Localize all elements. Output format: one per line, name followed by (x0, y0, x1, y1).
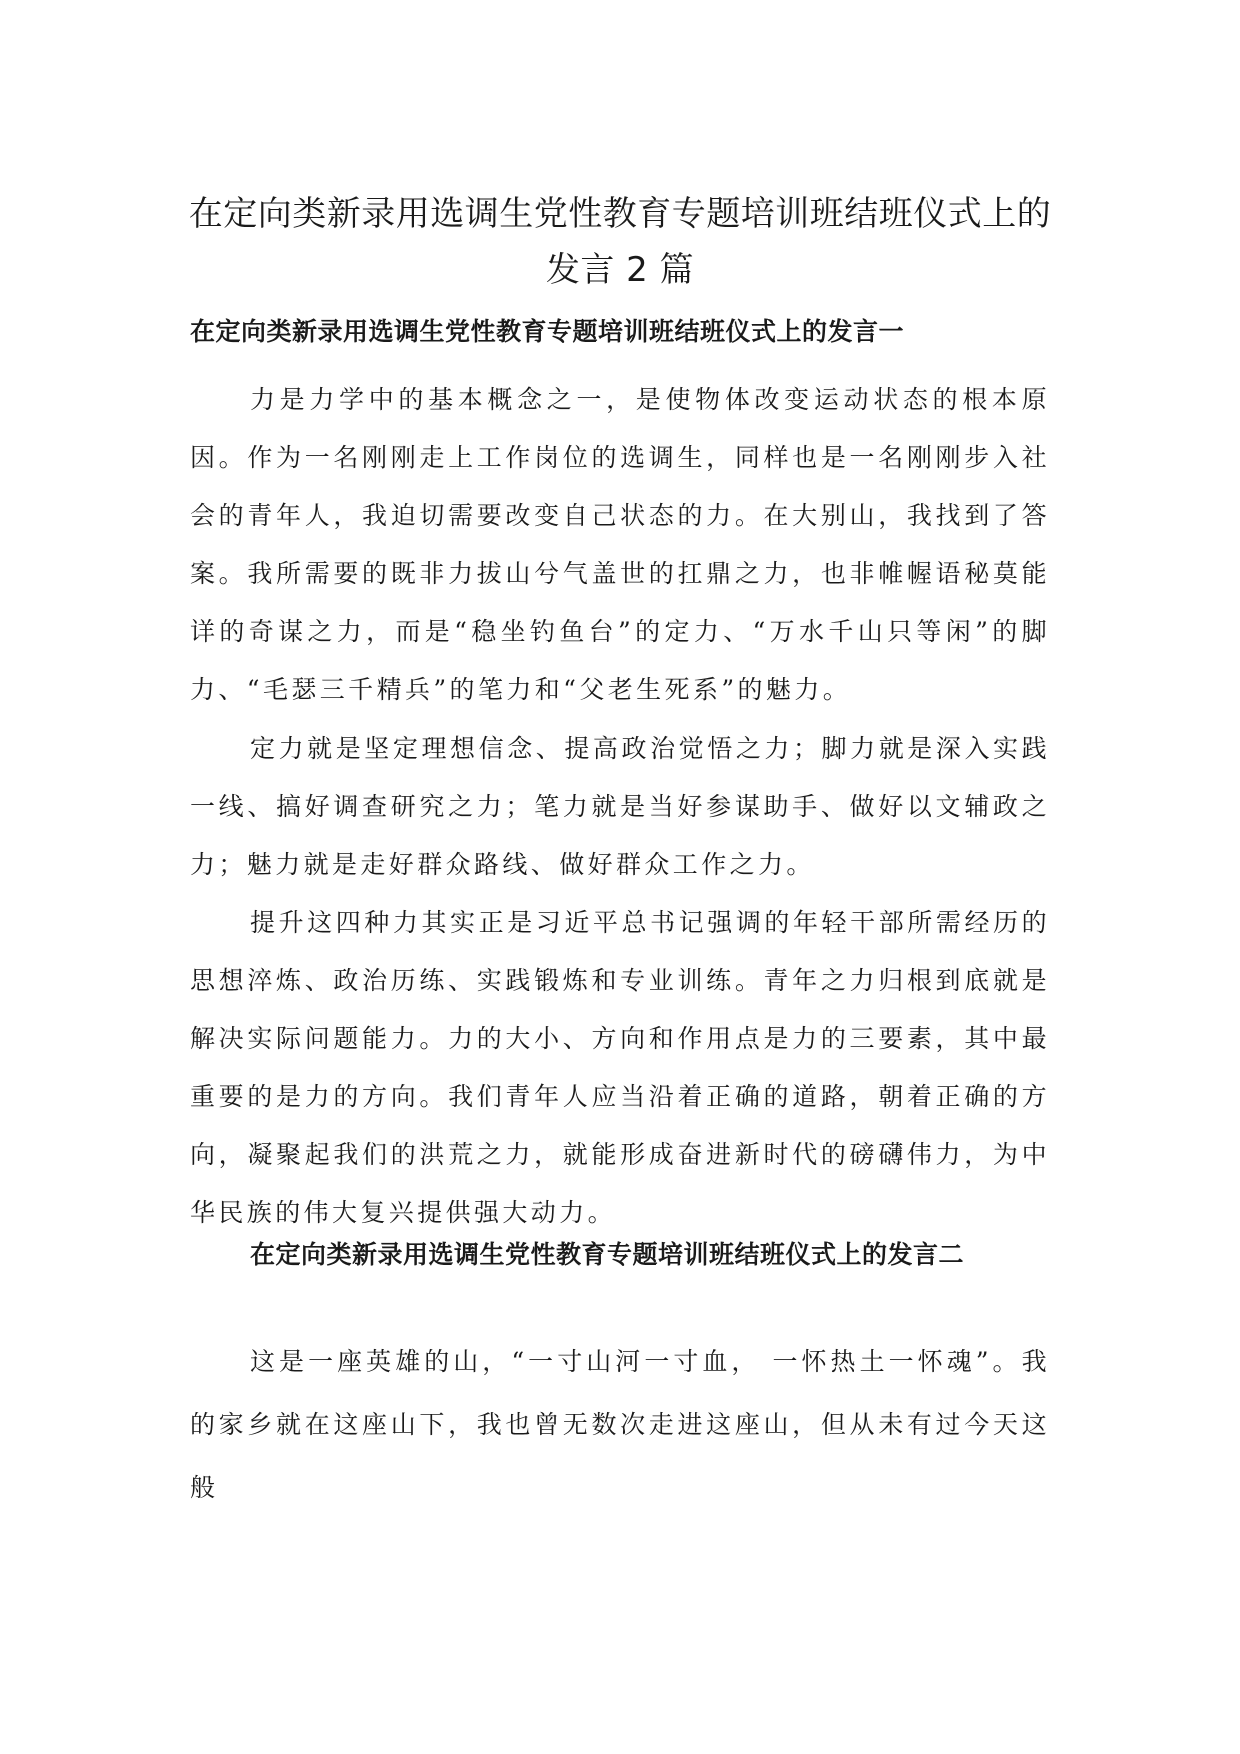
section-1-paragraph-2: 定力就是坚定理想信念、提高政治觉悟之力；脚力就是深入实践一线、搞好调查研究之力；笔力就是当好参谋助手、做好以文辅政之力；魅力就是走好群众路线、做好群众工作之力。 (190, 734, 1050, 879)
section-1-paragraph-3: 提升这四种力其实正是习近平总书记强调的年轻干部所需经历的思想淬炼、政治历练、实践锻炼和专业训练。青年之力归根到底就是解决实际问题能力。力的大小、方向和作用点是力的三要素，其中最重要的是力的方向。我们青年人应当沿着正确的道路，朝着正确的方向，凝聚起我们的洪荒之力，就能形成奋进新时代的磅礴伟力，为中华民族的伟大复兴提供强大动力。 (190, 908, 1050, 1227)
document-title: 在定向类新录用选调生党性教育专题培训班结班仪式上的发言 2 篇 (188, 194, 1052, 290)
section-2-heading: 在定向类新录用选调生党性教育专题培训班结班仪式上的发言二 (250, 1240, 965, 1269)
section-1-paragraph-1: 力是力学中的基本概念之一，是使物体改变运动状态的根本原因。作为一名刚刚走上工作岗位的选调生，同样也是一名刚刚步入社会的青年人，我迫切需要改变自己状态的力。在大别山，我找到了答案。我所需要的既非力拔山兮气盖世的扛鼎之力，也非帷幄语秘莫能详的奇谋之力，而是“稳坐钓鱼台”的定力、“万水千山只等闲”的脚力、“毛瑟三千精兵”的笔力和“父老生死系”的魅力。 (190, 385, 1050, 704)
section-1-heading: 在定向类新录用选调生党性教育专题培训班结班仪式上的发言一 (190, 317, 905, 346)
section-2-paragraph-1: 这是一座英雄的山，“一寸山河一寸血， 一怀热土一怀魂”。我的家乡就在这座山下，我也曾无数次走进这座山，但从未有过今天这般 (190, 1347, 1050, 1502)
